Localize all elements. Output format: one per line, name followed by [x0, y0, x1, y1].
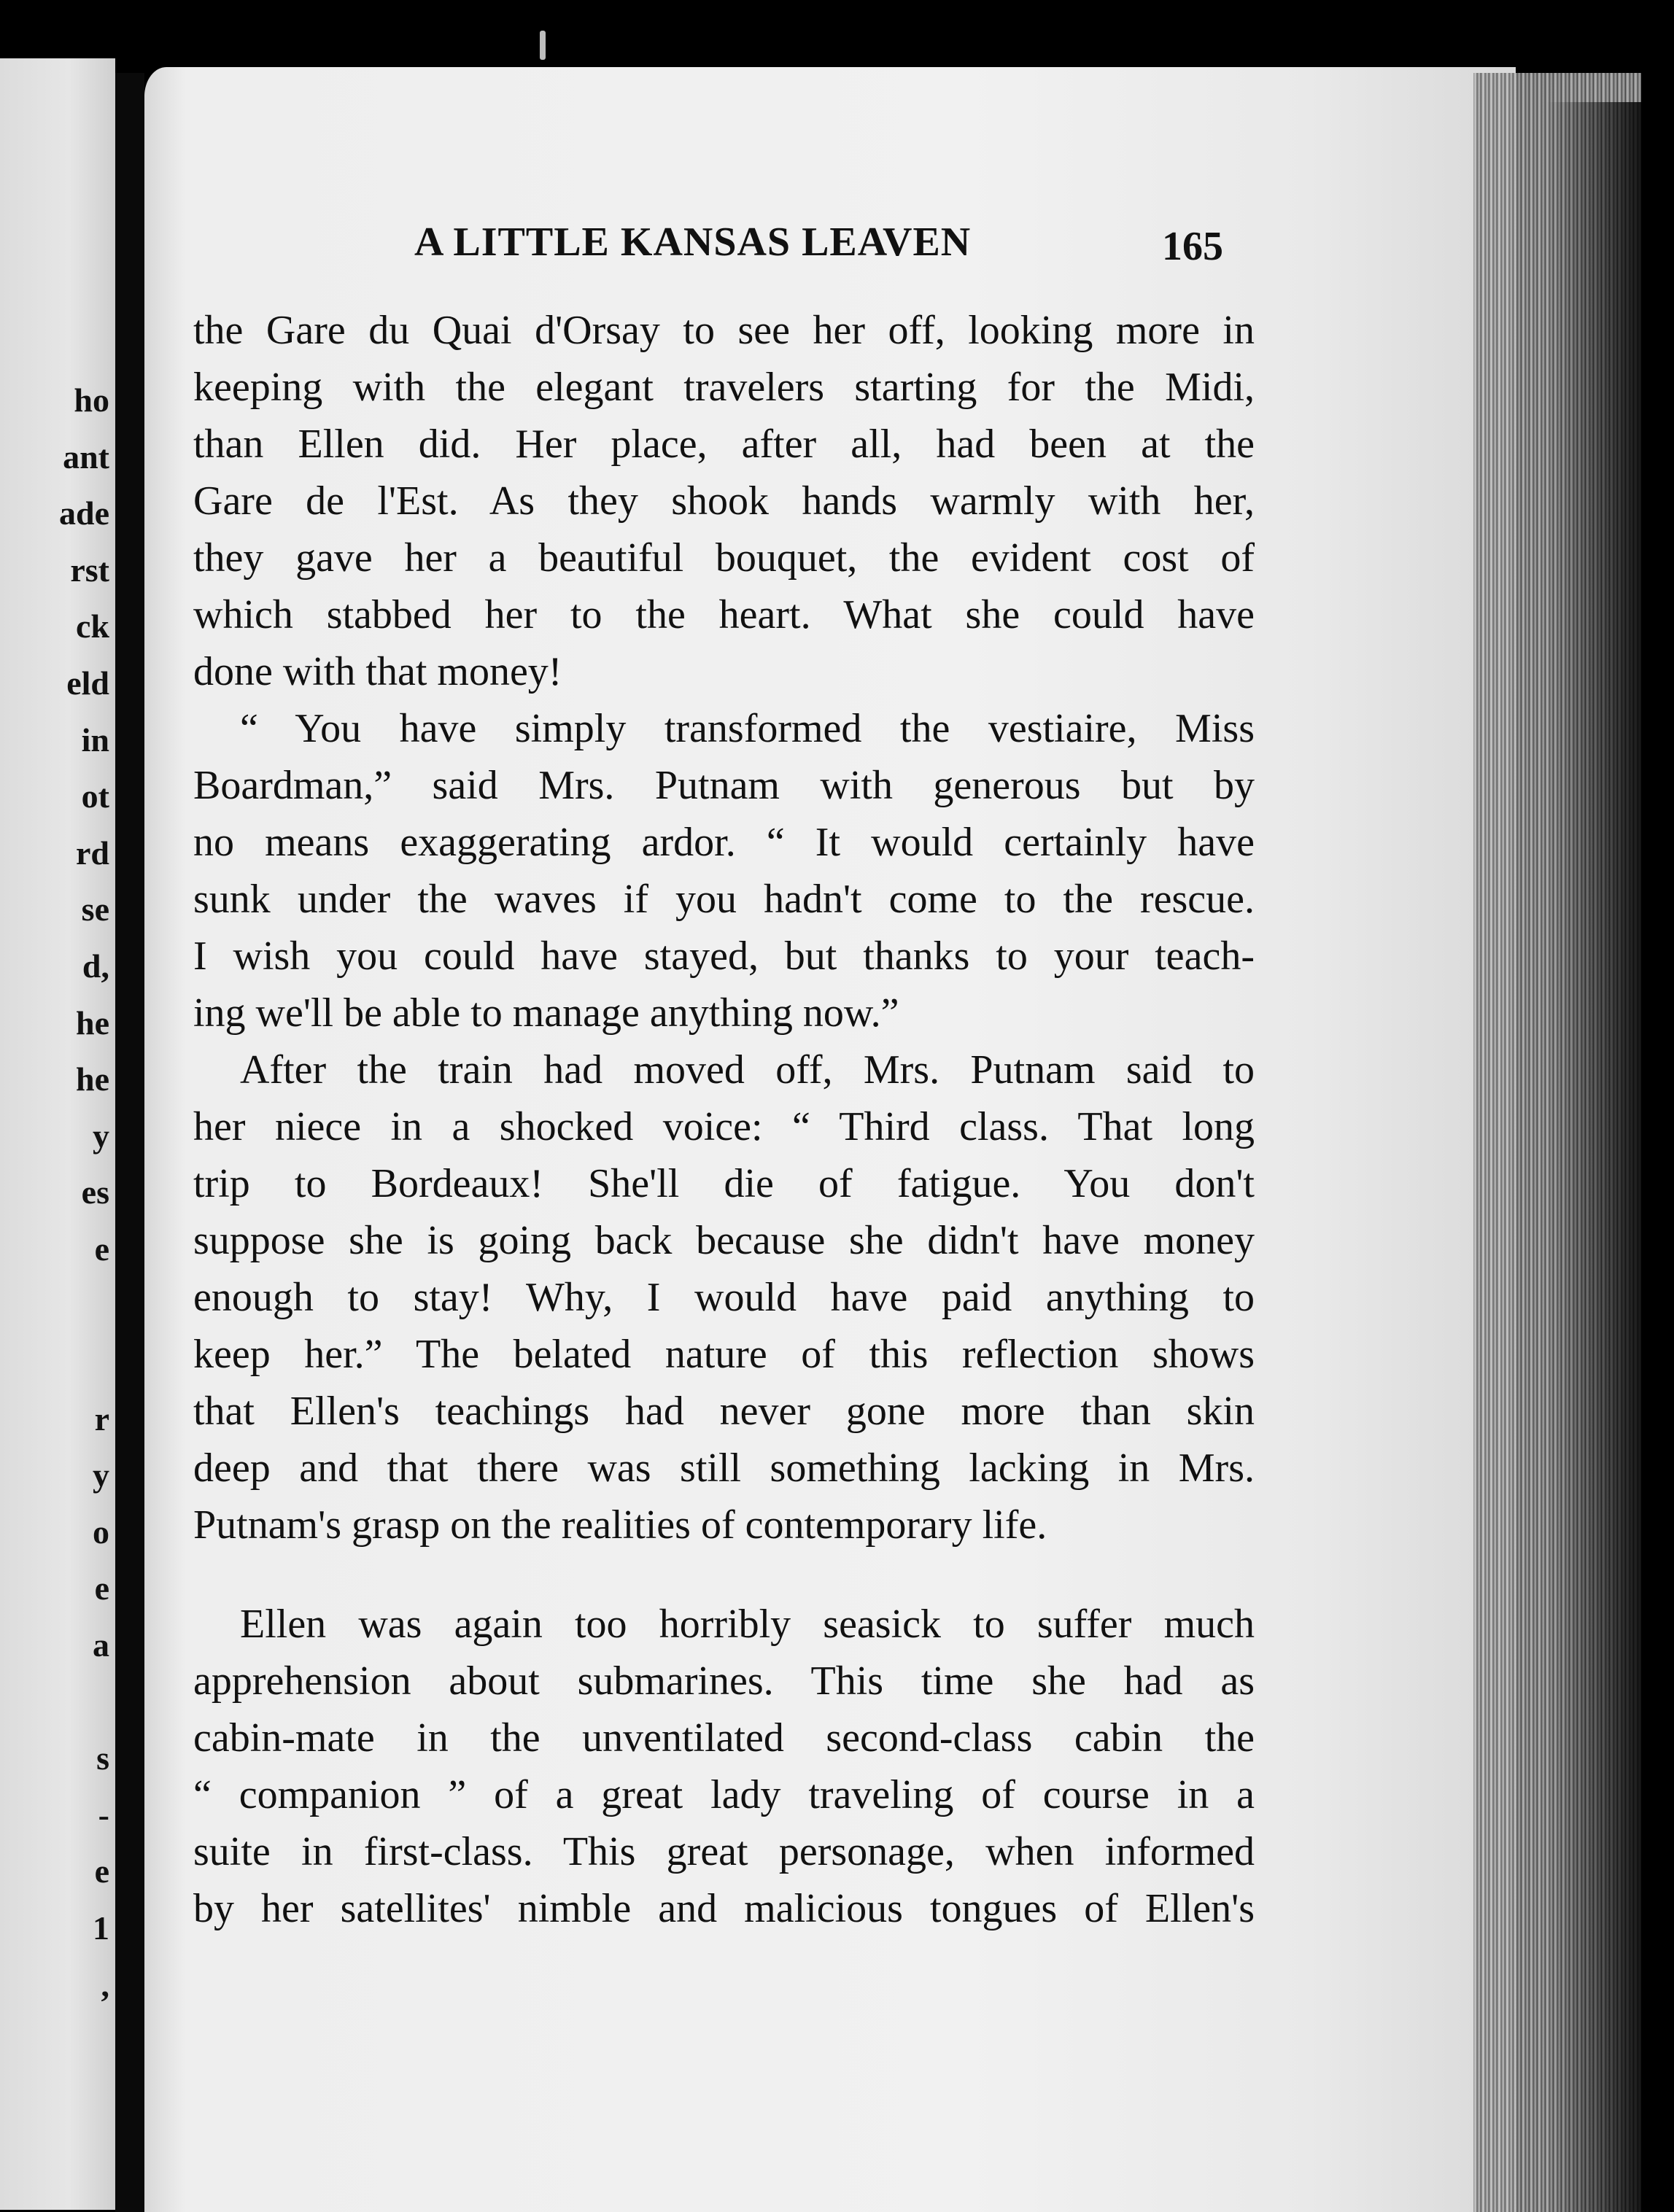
book-gutter [115, 73, 144, 2212]
left-fragment: e [94, 1230, 109, 1268]
left-fragment: 1 [93, 1909, 109, 1947]
left-fragment: ant [63, 438, 109, 476]
left-facing-page [0, 58, 115, 2210]
left-fragment: se [81, 890, 109, 928]
left-fragment: e [94, 1569, 109, 1607]
text-line: “ companion ” of a great lady traveling of course in a [193, 1772, 1255, 1817]
running-head: A LITTLE KANSAS LEAVEN [414, 220, 972, 265]
left-fragment: ck [76, 608, 109, 645]
left-fragment: s [96, 1739, 109, 1777]
text-line: keeping with the elegant travelers starting for the Midi, [193, 365, 1255, 410]
page-edges-shadow [1546, 102, 1641, 2212]
left-fragment [0, 1334, 115, 1391]
text-line: “ You have simply transformed the vestiaire, Miss [240, 706, 1255, 751]
left-fragment: he [76, 1004, 109, 1041]
left-fragment: y [93, 1117, 109, 1154]
left-fragment: a [93, 1626, 109, 1664]
left-fragment: in [81, 721, 109, 758]
left-fragment: d, [82, 947, 109, 985]
text-line: Gare de l'Est. As they shook hands warmly with her, [193, 478, 1255, 524]
page-number: 165 [1162, 224, 1223, 269]
left-fragment: r [94, 1400, 109, 1437]
text-line: no means exaggerating ardor. “ It would certainly have [193, 820, 1255, 865]
left-page-text-fragments [0, 372, 115, 2013]
left-fragment: ho [74, 381, 109, 419]
left-fragment: ade [59, 494, 109, 532]
text-line: Boardman,” said Mrs. Putnam with generous but by [193, 763, 1255, 808]
text-line: suppose she is going back because she didn't have money [193, 1218, 1255, 1263]
text-line: enough to stay! Why, I would have paid anything to [193, 1275, 1255, 1320]
text-line: cabin-mate in the unventilated second-class cabin the [193, 1715, 1255, 1761]
left-fragment: eld [66, 664, 109, 702]
text-line: which stabbed her to the heart. What she could have [193, 592, 1255, 637]
text-line: by her satellites' nimble and malicious tongues of Ellen's [193, 1886, 1255, 1931]
left-fragment: , [101, 1965, 109, 2003]
body-text [193, 302, 1255, 1937]
text-line: suite in first-class. This great personage, when informed [193, 1829, 1255, 1874]
left-fragment [0, 1278, 115, 1335]
text-line: trip to Bordeaux! She'll die of fatigue. You don't [193, 1161, 1255, 1206]
section-break [193, 1553, 1255, 1596]
left-fragment: - [98, 1796, 109, 1833]
text-line: that Ellen's teachings had never gone more than skin [193, 1389, 1255, 1434]
text-line: they gave her a beautiful bouquet, the evident cost of [193, 535, 1255, 581]
left-fragment: rd [76, 834, 109, 872]
text-line: Ellen was again too horribly seasick to suffer much [240, 1602, 1255, 1647]
text-line: the Gare du Quai d'Orsay to see her off, looking more in [193, 308, 1255, 353]
text-line: ing we'll be able to manage anything now.” [193, 990, 899, 1036]
left-fragment: e [94, 1852, 109, 1890]
text-line: her niece in a shocked voice: “ Third class. That long [193, 1104, 1255, 1149]
left-fragment: rst [70, 551, 109, 589]
text-line: apprehension about submarines. This time she had as [193, 1658, 1255, 1704]
left-fragment [0, 1674, 115, 1731]
left-fragment: y [93, 1456, 109, 1494]
left-fragment: o [93, 1513, 109, 1551]
text-line: done with that money! [193, 649, 562, 694]
scan-mark [540, 31, 546, 60]
text-line: sunk under the waves if you hadn't come to the rescue. [193, 877, 1255, 922]
left-fragment: es [81, 1173, 109, 1211]
text-line: deep and that there was still something lacking in Mrs. [193, 1445, 1255, 1491]
text-line: Putnam's grasp on the realities of contemporary life. [193, 1502, 1047, 1548]
text-line: I wish you could have stayed, but thanks to your teach- [193, 934, 1255, 979]
text-line: than Ellen did. Her place, after all, had been at the [193, 422, 1255, 467]
text-line: After the train had moved off, Mrs. Putnam said to [240, 1047, 1255, 1093]
left-fragment: he [76, 1060, 109, 1098]
left-fragment: ot [81, 777, 109, 815]
text-line: keep her.” The belated nature of this reflection shows [193, 1332, 1255, 1377]
